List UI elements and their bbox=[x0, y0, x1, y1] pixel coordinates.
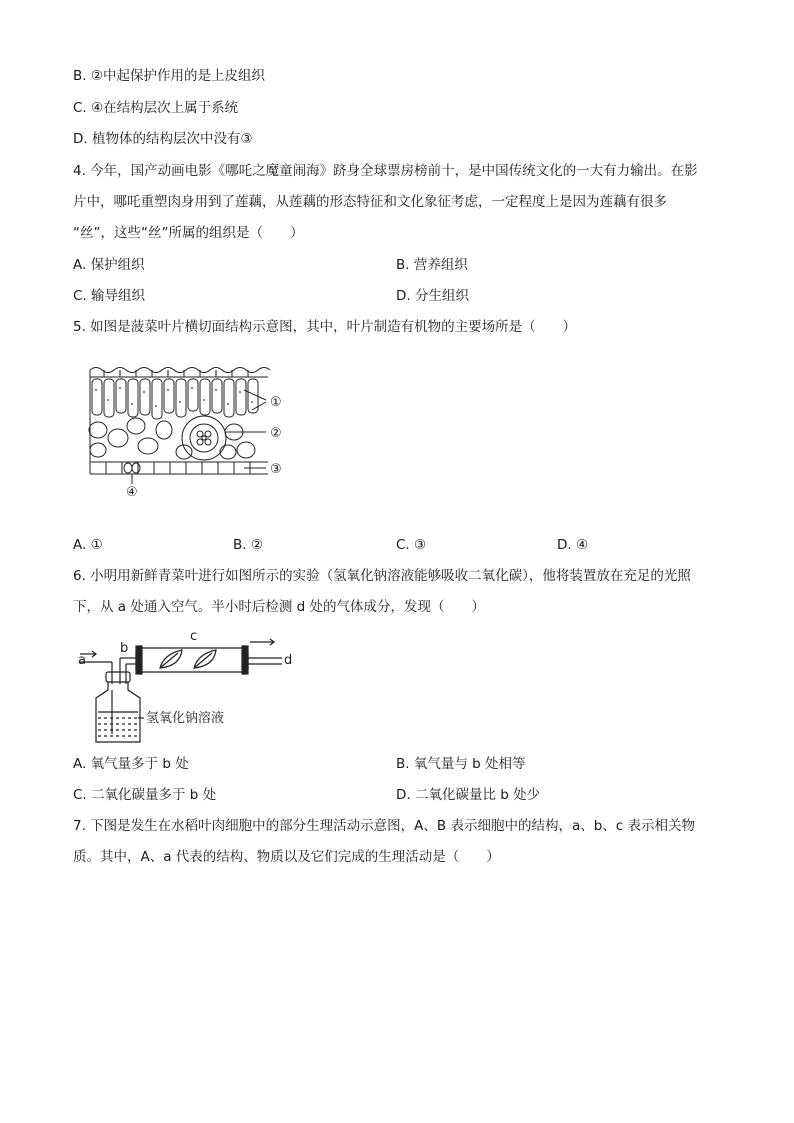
label-c: c bbox=[190, 629, 198, 644]
q5-option-d: D. ④ bbox=[557, 537, 589, 553]
q4-option-d: D. 分生组织 bbox=[396, 288, 469, 304]
q3-option-b: B. ②中起保护作用的是上皮组织 bbox=[73, 68, 265, 84]
label-d: d bbox=[284, 653, 293, 668]
q6-option-a: A. 氧气量多于 b 处 bbox=[73, 756, 189, 772]
apparatus-figure bbox=[74, 624, 314, 748]
q5-option-a: A. ① bbox=[73, 537, 103, 553]
q6-stem-line2: 下，从 a 处通入空气。半小时后检测 d 处的气体成分，发现（ ） bbox=[73, 599, 486, 615]
q6-stem-line1: 6. 小明用新鲜青菜叶进行如图所示的实验（氢氧化钠溶液能够吸收二氧化碳），他将装置放在充足的光照 bbox=[73, 568, 691, 584]
q7-stem-line1: 7. 下图是发生在水稻叶肉细胞中的部分生理活动示意图，A、B 表示细胞中的结构，a、b、c 表示相关物 bbox=[73, 818, 696, 834]
q5-stem: 5. 如图是菠菜叶片横切面结构示意图，其中，叶片制造有机物的主要场所是（ ） bbox=[73, 319, 577, 335]
figure-label-3: ③ bbox=[270, 462, 282, 477]
q6-option-c: C. 二氧化碳量多于 b 处 bbox=[73, 787, 217, 803]
label-b: b bbox=[120, 641, 129, 656]
q4-option-a: A. 保护组织 bbox=[73, 257, 145, 273]
q4-option-c: C. 输导组织 bbox=[73, 288, 146, 304]
q5-option-c: C. ③ bbox=[396, 537, 427, 553]
q4-stem-line3: “丝”，这些“丝”所属的组织是（ ） bbox=[73, 225, 304, 241]
figure-label-4: ④ bbox=[126, 485, 138, 500]
q4-stem-line2: 片中，哪吒重塑肉身用到了莲藕，从莲藕的形态特征和文化象征考虑，一定程度上是因为莲藕有很多 bbox=[73, 194, 667, 210]
figure-label-2: ② bbox=[270, 426, 282, 441]
q3-option-d: D. 植物体的结构层次中没有③ bbox=[73, 131, 253, 147]
q5-option-b: B. ② bbox=[233, 537, 263, 553]
q4-stem-line1: 4. 今年，国产动画电影《哪吒之魔童闹海》跻身全球票房榜前十，是中国传统文化的一大有力输出。在影 bbox=[73, 163, 698, 179]
figure-label-1: ① bbox=[270, 395, 282, 410]
q6-option-d: D. 二氧化碳量比 b 处少 bbox=[396, 787, 541, 803]
label-solution: 氢氧化钠溶液 bbox=[146, 711, 225, 726]
q3-option-c: C. ④在结构层次上属于系统 bbox=[73, 100, 239, 116]
q6-option-b: B. 氧气量与 b 处相等 bbox=[396, 756, 526, 772]
q4-option-b: B. 营养组织 bbox=[396, 257, 468, 273]
q7-stem-line2: 质。其中，A、a 代表的结构、物质以及它们完成的生理活动是（ ） bbox=[73, 849, 500, 865]
leaf-cross-section-figure bbox=[84, 360, 294, 502]
label-a: a bbox=[78, 653, 86, 668]
